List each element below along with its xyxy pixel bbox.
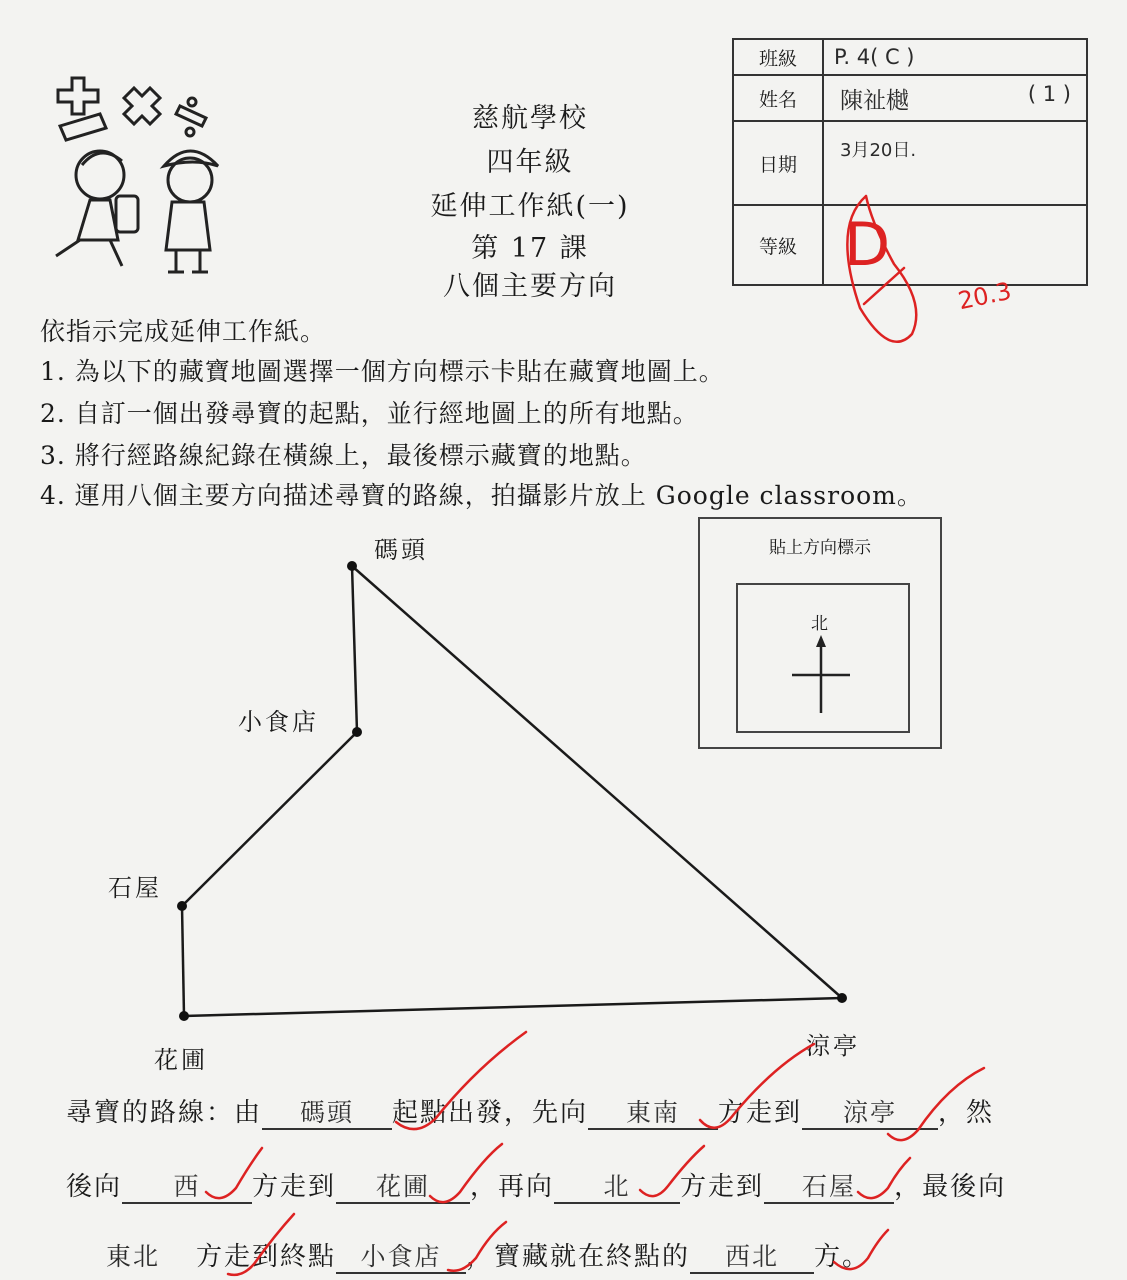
instruction-3: 3. 將行經路線紀錄在橫線上，最後標示藏寶的地點。 bbox=[40, 441, 647, 470]
class-label: 班級 bbox=[733, 39, 823, 75]
start-answer: 碼頭 bbox=[262, 1098, 392, 1130]
place-3-answer: 石屋 bbox=[764, 1172, 894, 1204]
class-number: ( 1 ) bbox=[1027, 81, 1071, 106]
lesson-number: 第 17 課 bbox=[471, 233, 589, 264]
direction-1-answer: 東南 bbox=[588, 1098, 718, 1130]
grade-level: 四年級 bbox=[486, 147, 574, 178]
compass-card-title: 貼上方向標示 bbox=[769, 538, 871, 558]
route-line-2: 後向 西 方走到 花圃 ，再向 北 方走到 石屋 ，最後向 bbox=[66, 1172, 1007, 1202]
instruction-4: 4. 運用八個主要方向描述尋寶的路線，拍攝影片放上 Google classroom。 bbox=[40, 481, 923, 510]
name-value: 陳祉樾 ( 1 ) bbox=[823, 75, 1087, 121]
route-line-1: 尋寶的路線：由 碼頭 起點出發，先向 東南 方走到 涼亭 ，然 bbox=[66, 1098, 995, 1128]
instruction-1: 1. 為以下的藏寶地圖選擇一個方向標示卡貼在藏寶地圖上。 bbox=[40, 357, 725, 386]
end-answer: 小食店 bbox=[336, 1242, 466, 1274]
worksheet-title: 延伸工作紙(一) bbox=[430, 191, 630, 222]
treasure-direction-answer: 西北 bbox=[690, 1242, 814, 1274]
place-shop: 小食店 bbox=[238, 708, 319, 736]
direction-3-answer: 北 bbox=[554, 1172, 680, 1204]
name-label: 姓名 bbox=[733, 75, 823, 121]
place-2-answer: 花圃 bbox=[336, 1172, 470, 1204]
instructions-intro: 依指示完成延伸工作紙。 bbox=[40, 317, 327, 346]
direction-4-answer: 東北 bbox=[106, 1242, 161, 1271]
instruction-2: 2. 自訂一個出發尋寶的起點，並行經地圖上的所有地點。 bbox=[40, 399, 699, 428]
grade-label: 等級 bbox=[733, 205, 823, 285]
mark-note: 20.3 bbox=[955, 276, 1014, 316]
grade-value: D bbox=[823, 205, 1087, 285]
route-line-3: 東北 方走到終點 小食店 ，寶藏就在終點的 西北 方。 bbox=[106, 1236, 870, 1274]
direction-2-answer: 西 bbox=[122, 1172, 252, 1204]
date-value: 3月20日. bbox=[823, 121, 1087, 205]
lesson-topic: 八個主要方向 bbox=[443, 271, 617, 302]
date-label: 日期 bbox=[733, 121, 823, 205]
place-stone-house: 石屋 bbox=[108, 874, 162, 902]
class-value: P. 4( C ) bbox=[823, 39, 1087, 75]
place-pier: 碼頭 bbox=[374, 536, 428, 564]
place-pavilion: 涼亭 bbox=[806, 1032, 860, 1060]
school-name: 慈航學校 bbox=[472, 103, 588, 134]
place-1-answer: 涼亭 bbox=[802, 1098, 938, 1130]
north-label: 北 bbox=[811, 614, 828, 634]
place-garden: 花圃 bbox=[154, 1046, 208, 1074]
